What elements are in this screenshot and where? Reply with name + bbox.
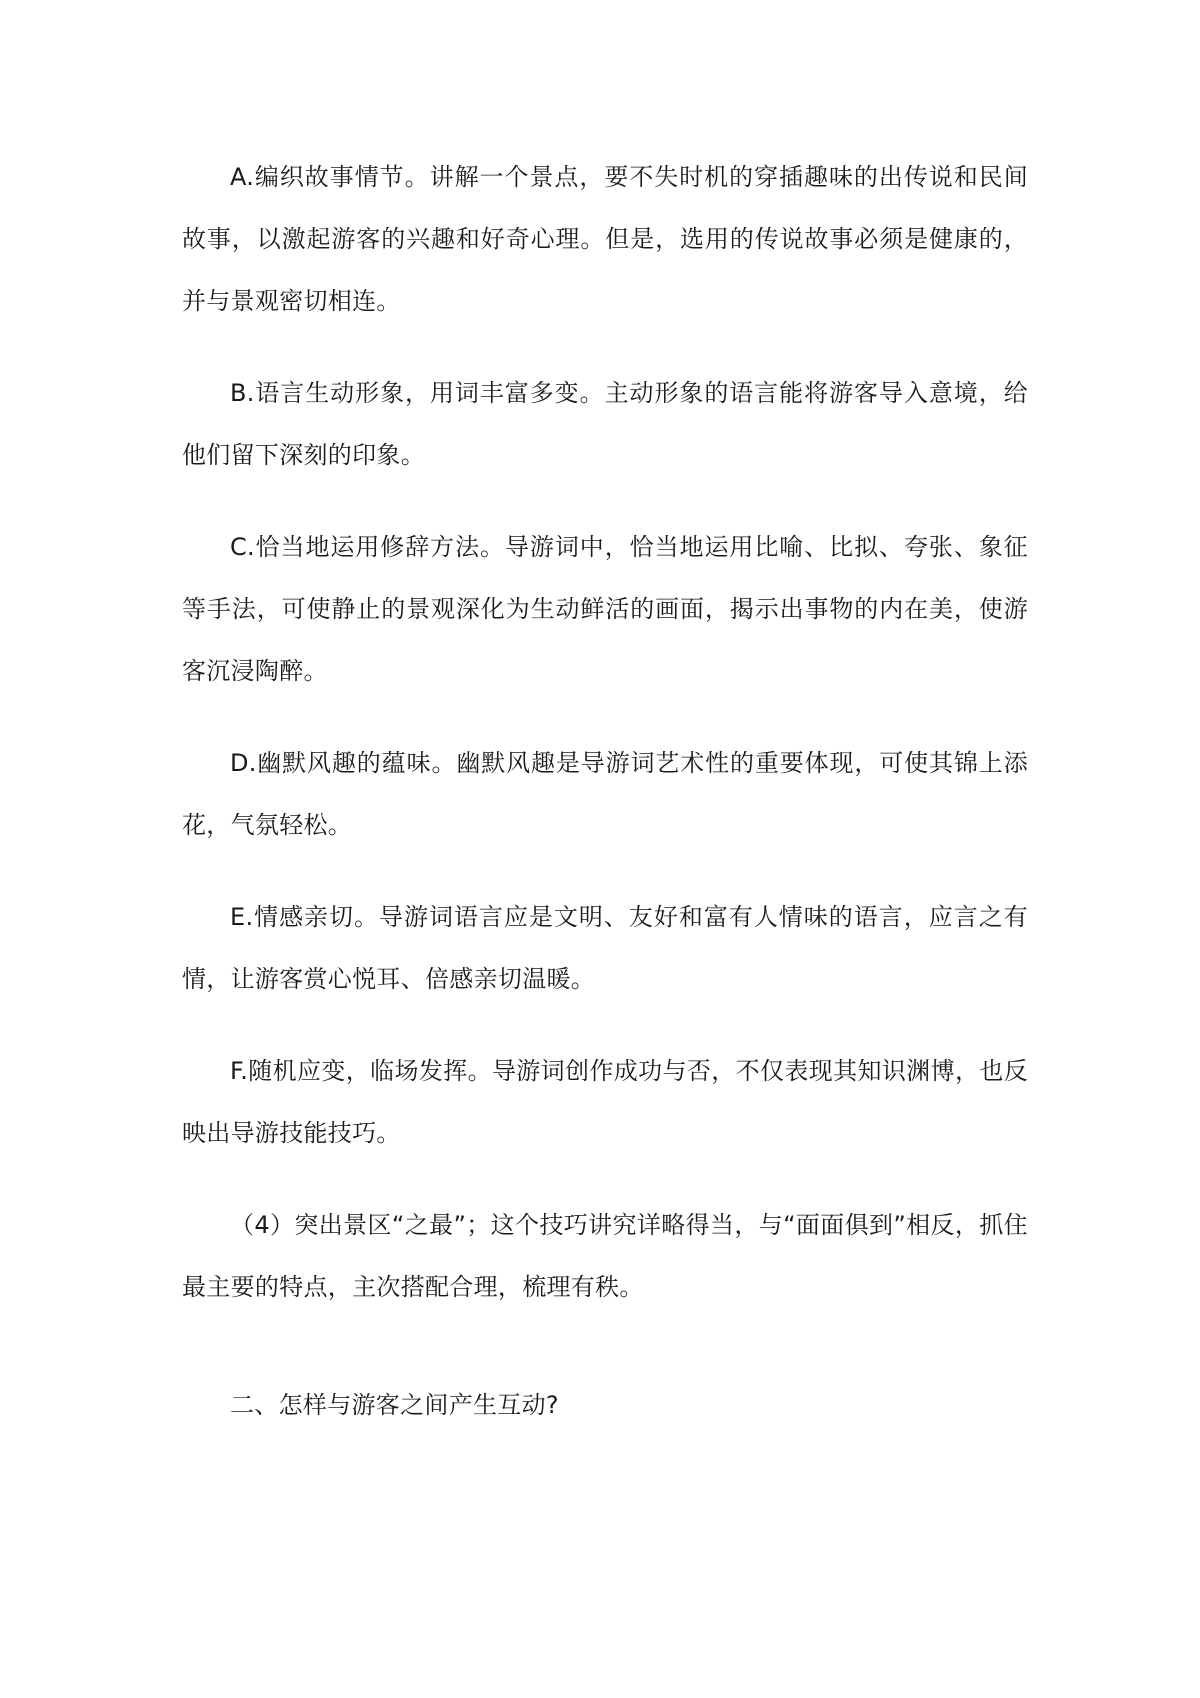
paragraph-c-rhetoric: C.恰当地运用修辞方法。导游词中，恰当地运用比喻、比拟、夸张、象征等手法，可使静止的景观深化为生动鲜活的画面，揭示出事物的内在美，使游客沉浸陶醉。	[182, 533, 1028, 685]
section-heading: 二、怎样与游客之间产生互动?	[230, 1391, 559, 1419]
paragraph-4-highlights: （4）突出景区“之最”；这个技巧讲究详略得当，与“面面俱到”相反，抓住最主要的特点，主次搭配合理，梳理有秩。	[182, 1211, 1028, 1301]
document-body	[182, 146, 1028, 1466]
paragraph-a-story: A.编织故事情节。讲解一个景点，要不失时机的穿插趣味的出传说和民间故事，以激起游客的兴趣和好奇心理。但是，选用的传说故事必须是健康的，并与景观密切相连。	[182, 163, 1028, 315]
paragraph-e-emotion: E.情感亲切。导游词语言应是文明、友好和富有人情味的语言，应言之有情，让游客赏心悦耳、倍感亲切温暖。	[182, 903, 1028, 993]
paragraph-b-language: B.语言生动形象，用词丰富多变。主动形象的语言能将游客导入意境，给他们留下深刻的印象。	[182, 379, 1028, 469]
paragraph-f-adaptability: F.随机应变，临场发挥。导游词创作成功与否，不仅表现其知识渊博，也反映出导游技能技巧。	[182, 1057, 1028, 1147]
paragraph-d-humor: D.幽默风趣的蕴味。幽默风趣是导游词艺术性的重要体现，可使其锦上添花，气氛轻松。	[182, 749, 1028, 839]
